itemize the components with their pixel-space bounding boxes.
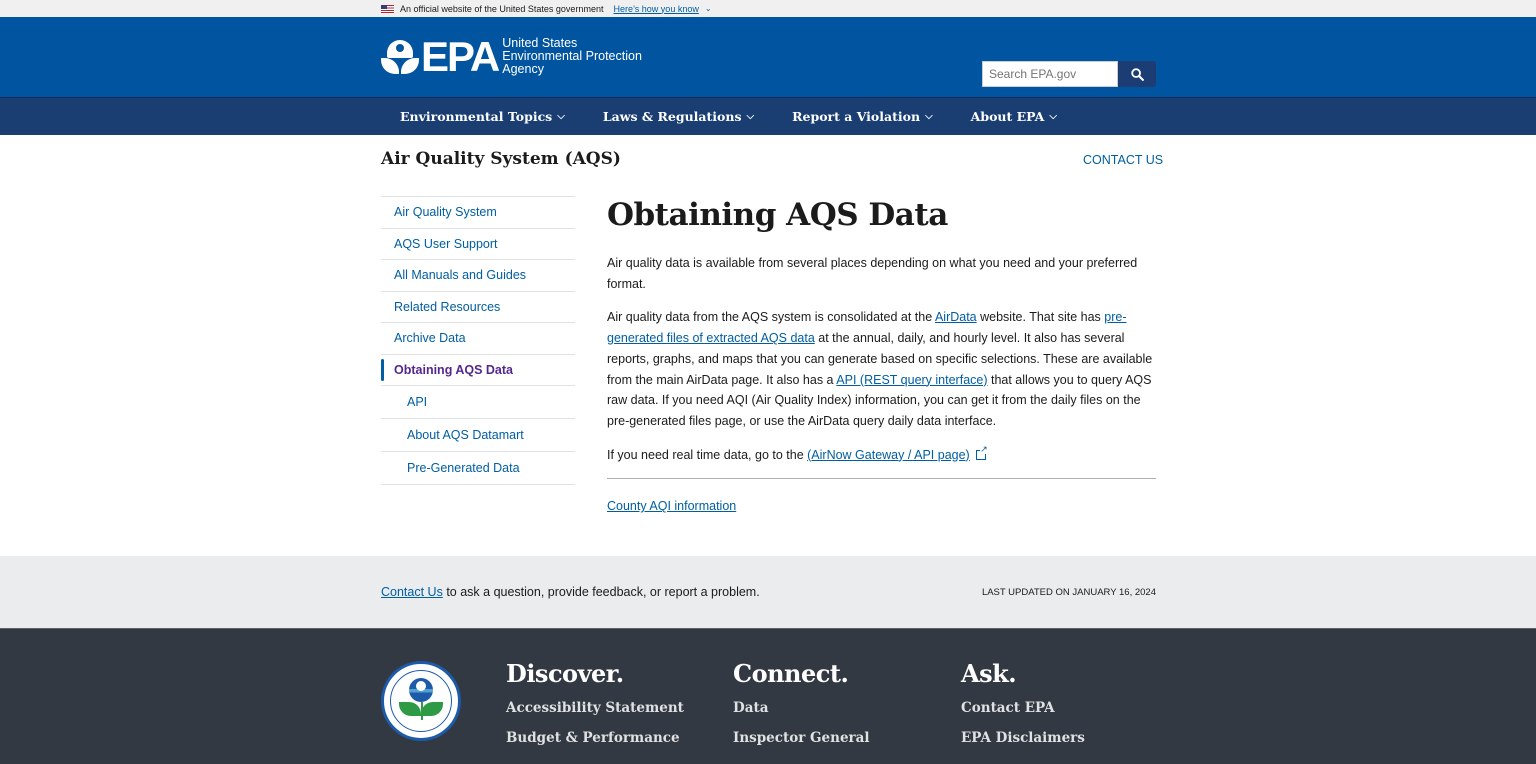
contact-us-footer-link[interactable]: Contact Us xyxy=(381,585,443,599)
footer-link-disclaimers[interactable]: EPA Disclaimers xyxy=(961,730,1085,746)
footer-link-inspector-general[interactable]: Inspector General xyxy=(733,730,870,746)
pre-generated-files-link[interactable]: pre-generated files of extracted AQS data xyxy=(607,310,1127,346)
nav-label: About EPA xyxy=(970,109,1045,124)
sidenav-item-obtaining-aqs-data[interactable]: Obtaining AQS Data xyxy=(381,354,575,386)
county-aqi-link[interactable]: County AQI information xyxy=(607,499,737,514)
sidenav-item-aqs-user-support[interactable]: AQS User Support xyxy=(381,228,575,260)
footer-link-budget[interactable]: Budget & Performance xyxy=(506,730,680,746)
main-nav xyxy=(0,97,1536,135)
epa-logo[interactable] xyxy=(381,32,642,80)
main-content xyxy=(607,193,1156,515)
heres-how-you-know-link[interactable]: Here’s how you know xyxy=(613,3,699,14)
chevron-down-icon: ⌵ xyxy=(1049,111,1057,122)
gov-banner-text: An official website of the United States government xyxy=(400,3,604,14)
us-flag-icon xyxy=(381,5,394,13)
logo-wordmark: EPA xyxy=(421,32,499,80)
intro-paragraph: Air quality data is available from several places depending on what you need and your preferred format. xyxy=(607,256,1138,291)
agency-line-2: Environmental Protection xyxy=(502,49,642,63)
search-input[interactable] xyxy=(982,61,1118,87)
nav-label: Report a Violation xyxy=(792,109,921,124)
footer-link-data[interactable]: Data xyxy=(733,700,769,716)
last-updated: LAST UPDATED ON JANUARY 16, 2024 xyxy=(981,587,1156,598)
nav-laws-regulations[interactable] xyxy=(603,109,754,124)
agency-line-1: United States xyxy=(502,36,578,50)
text: If you need real time data, go to the xyxy=(607,447,808,462)
airdata-paragraph xyxy=(607,307,1156,431)
footer-column-discover xyxy=(506,659,684,748)
text: Air quality data from the AQS system is consolidated at the xyxy=(607,310,935,325)
site-header xyxy=(0,17,1536,97)
nav-label: Laws & Regulations xyxy=(602,109,742,124)
epa-seal-icon xyxy=(381,661,461,741)
contact-us-link[interactable]: CONTACT US xyxy=(1083,153,1164,167)
external-link-icon xyxy=(976,450,986,460)
sidenav-item-archive-data[interactable]: Archive Data xyxy=(381,322,575,354)
footer-heading: Ask. xyxy=(961,659,1017,688)
footer-column-ask xyxy=(961,659,1085,748)
sidenav-item-about-aqs-datamart[interactable]: About AQS Datamart xyxy=(381,418,575,451)
footer-link-accessibility[interactable]: Accessibility Statement xyxy=(506,700,684,716)
nav-environmental-topics[interactable] xyxy=(400,109,565,124)
epa-flower-icon xyxy=(381,38,419,76)
realtime-paragraph xyxy=(607,445,1156,466)
page-title: Obtaining AQS Data xyxy=(607,197,948,233)
airdata-link[interactable]: AirData xyxy=(934,310,977,325)
text: to ask a question, provide feedback, or report a problem. xyxy=(442,585,760,599)
search-form xyxy=(982,61,1156,87)
chevron-down-icon[interactable]: ⌄ xyxy=(704,4,712,13)
gov-banner xyxy=(0,0,1536,17)
text: at the annual, daily, and hourly level. It also has several reports, graphs, and maps that you can generate based on specific selections. These are available from the main AirData page. It also has a xyxy=(607,331,1153,387)
contact-message xyxy=(381,585,760,599)
footer-column-connect xyxy=(733,659,870,748)
search-button[interactable] xyxy=(1118,61,1156,87)
text: that allows you to query AQS raw data. If you need AQI (Air Quality Index) information, you can get it from the daily files on the pre-generated files page, or use the AirData query daily data interface. xyxy=(607,372,1152,428)
sidenav-item-api[interactable]: API xyxy=(381,385,575,418)
sidenav-item-pre-generated-data[interactable]: Pre-Generated Data xyxy=(381,451,575,484)
microsite-title[interactable]: Air Quality System (AQS) xyxy=(381,149,621,169)
sidenav-item-related-resources[interactable]: Related Resources xyxy=(381,291,575,323)
microsite-header xyxy=(0,135,1536,195)
side-navigation xyxy=(381,196,575,485)
search-icon xyxy=(1131,68,1144,81)
nav-about-epa[interactable] xyxy=(971,109,1057,124)
site-footer xyxy=(0,628,1536,764)
agency-line-3: Agency xyxy=(502,62,544,76)
footer-heading: Discover. xyxy=(506,659,624,688)
api-rest-link[interactable]: API (REST query interface) xyxy=(836,372,988,387)
footer-link-contact-epa[interactable]: Contact EPA xyxy=(961,700,1055,716)
chevron-down-icon: ⌵ xyxy=(746,111,755,122)
agency-name xyxy=(502,37,642,76)
chevron-down-icon: ⌵ xyxy=(557,111,565,122)
nav-label: Environmental Topics xyxy=(400,109,553,124)
text: website. That site has xyxy=(976,310,1105,325)
airnow-gateway-link[interactable]: (AirNow Gateway / API page) xyxy=(807,447,970,462)
footer-heading: Connect. xyxy=(733,659,849,688)
sidenav-item-air-quality-system[interactable]: Air Quality System xyxy=(381,196,575,228)
sidenav-item-manuals-guides[interactable]: All Manuals and Guides xyxy=(381,259,575,291)
nav-report-violation[interactable] xyxy=(792,109,933,124)
divider xyxy=(607,478,1156,479)
chevron-down-icon: ⌵ xyxy=(925,111,933,122)
contact-strip xyxy=(0,556,1536,628)
